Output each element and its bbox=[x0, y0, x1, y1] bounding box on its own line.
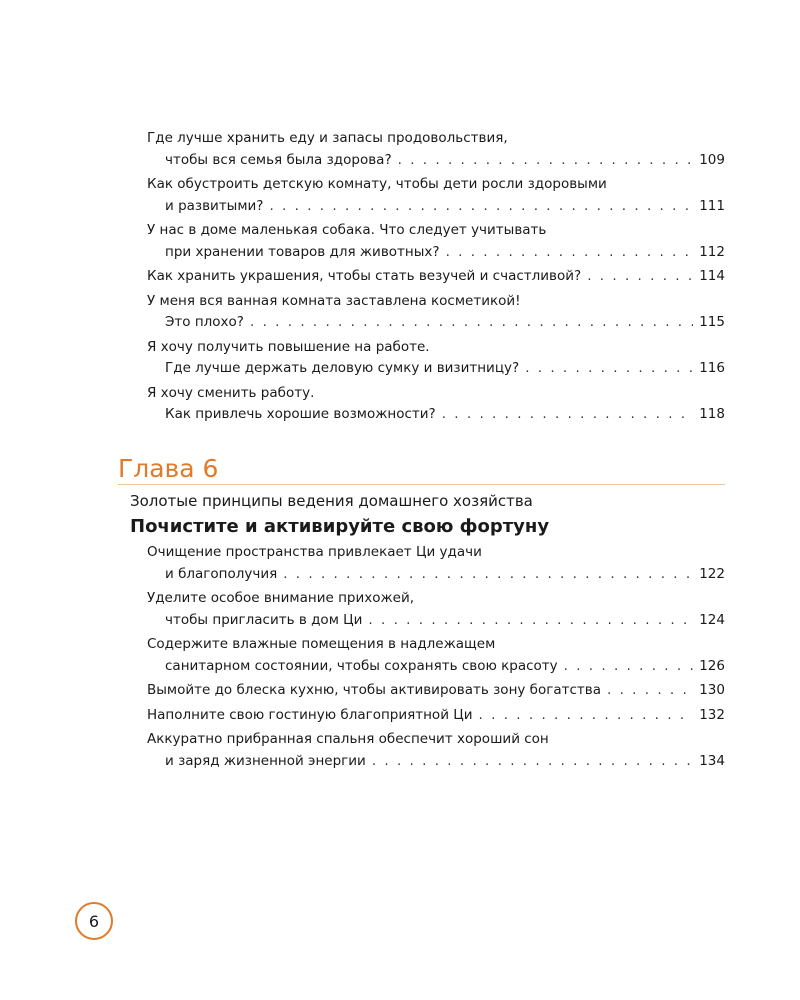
leader-dots bbox=[269, 196, 693, 218]
toc-entry-line1: Аккуратно прибранная спальня обеспечит хороший сон bbox=[147, 731, 549, 747]
toc-entry-line1: У меня вся ванная комната заставлена косметикой! bbox=[147, 292, 521, 309]
toc-entry bbox=[147, 705, 725, 727]
toc-section-chapter bbox=[147, 542, 725, 775]
toc-page-number: 111 bbox=[699, 197, 725, 214]
leader-dots bbox=[479, 705, 694, 727]
leader-dots bbox=[283, 564, 693, 586]
toc-page-number: 132 bbox=[699, 706, 725, 723]
toc-entry bbox=[147, 729, 725, 772]
toc-entry-line2: Это плохо? bbox=[165, 314, 244, 330]
toc-entry-line2: и заряд жизненной энергии bbox=[165, 752, 366, 769]
toc-entry bbox=[147, 220, 725, 263]
toc-entry-line1: Где лучше хранить еду и запасы продовольствия, bbox=[147, 130, 508, 146]
toc-entry bbox=[147, 337, 725, 380]
toc-entry bbox=[147, 634, 725, 677]
toc-entry bbox=[147, 680, 725, 702]
toc-page-number: 116 bbox=[699, 360, 725, 376]
toc-entry-line1: Я хочу получить повышение на работе. bbox=[147, 338, 430, 355]
toc-entry-line2: Где лучше держать деловую сумку и визитницу? bbox=[165, 360, 520, 376]
toc-entry-line2: санитарном состоянии, чтобы сохранять свою красоту bbox=[165, 657, 558, 674]
toc-entry bbox=[147, 266, 725, 288]
chapter-title: Глава 6 bbox=[118, 454, 725, 485]
toc-page-number: 134 bbox=[699, 752, 725, 769]
toc-page-number: 122 bbox=[699, 565, 725, 582]
toc-page-number: 112 bbox=[699, 243, 725, 260]
toc-entry-line2: при хранении товаров для животных? bbox=[165, 243, 440, 260]
toc-section-top bbox=[147, 128, 725, 429]
leader-dots bbox=[587, 266, 693, 288]
toc-entry-line2: Наполните свою гостиную благоприятной Ци bbox=[147, 706, 473, 723]
toc-entry-line2: Как хранить украшения, чтобы стать везучей и счастливой? bbox=[147, 268, 582, 284]
leader-dots bbox=[446, 242, 694, 264]
leader-dots bbox=[442, 404, 694, 426]
toc-page-number: 118 bbox=[699, 406, 725, 422]
toc-entry bbox=[147, 588, 725, 631]
toc-entry bbox=[147, 174, 725, 217]
toc-entry-line1: Очищение пространства привлекает Ци удачи bbox=[147, 544, 482, 560]
toc-entry-line1: У нас в доме маленькая собака. Что следует учитывать bbox=[147, 222, 547, 238]
toc-page-number: 115 bbox=[699, 314, 725, 330]
toc-entry bbox=[147, 128, 725, 171]
toc-entry-line2: Как привлечь хорошие возможности? bbox=[165, 406, 436, 422]
chapter-header bbox=[118, 454, 725, 540]
toc-page-number: 126 bbox=[699, 657, 725, 674]
toc-entry-line2: Вымойте до блеска кухню, чтобы активировать зону богатства bbox=[147, 682, 602, 698]
toc-entry-line2: и благополучия bbox=[165, 565, 278, 582]
leader-dots bbox=[368, 610, 693, 632]
page-number-badge bbox=[75, 902, 113, 940]
leader-dots bbox=[607, 680, 693, 702]
toc-entry-line2: чтобы вся семья была здорова? bbox=[165, 151, 392, 168]
leader-dots bbox=[564, 656, 694, 678]
toc-entry-line1: Уделите особое внимание прихожей, bbox=[147, 590, 415, 606]
toc-page-number: 114 bbox=[699, 268, 725, 284]
toc-entry-line1: Содержите влажные помещения в надлежащем bbox=[147, 636, 496, 652]
chapter-subtitle: Золотые принципы ведения домашнего хозяйства bbox=[130, 492, 533, 510]
chapter-heading: Почистите и активируйте свою фортуну bbox=[130, 516, 550, 537]
toc-page-number: 124 bbox=[699, 611, 725, 628]
toc-page-number: 130 bbox=[699, 682, 725, 698]
toc-entry-line2: и развитыми? bbox=[165, 197, 264, 214]
toc-entry-line2: чтобы пригласить в дом Ци bbox=[165, 611, 363, 628]
page-number: 6 bbox=[88, 911, 100, 931]
toc-entry-line1: Как обустроить детскую комнату, чтобы дети росли здоровыми bbox=[147, 176, 607, 192]
toc-entry-line1: Я хочу сменить работу. bbox=[147, 384, 315, 401]
leader-dots bbox=[372, 751, 693, 773]
leader-dots bbox=[250, 312, 693, 334]
leader-dots bbox=[398, 150, 694, 172]
toc-entry bbox=[147, 383, 725, 426]
leader-dots bbox=[525, 358, 693, 380]
toc-page-number: 109 bbox=[699, 151, 725, 168]
toc-entry bbox=[147, 291, 725, 334]
toc-entry bbox=[147, 542, 725, 585]
